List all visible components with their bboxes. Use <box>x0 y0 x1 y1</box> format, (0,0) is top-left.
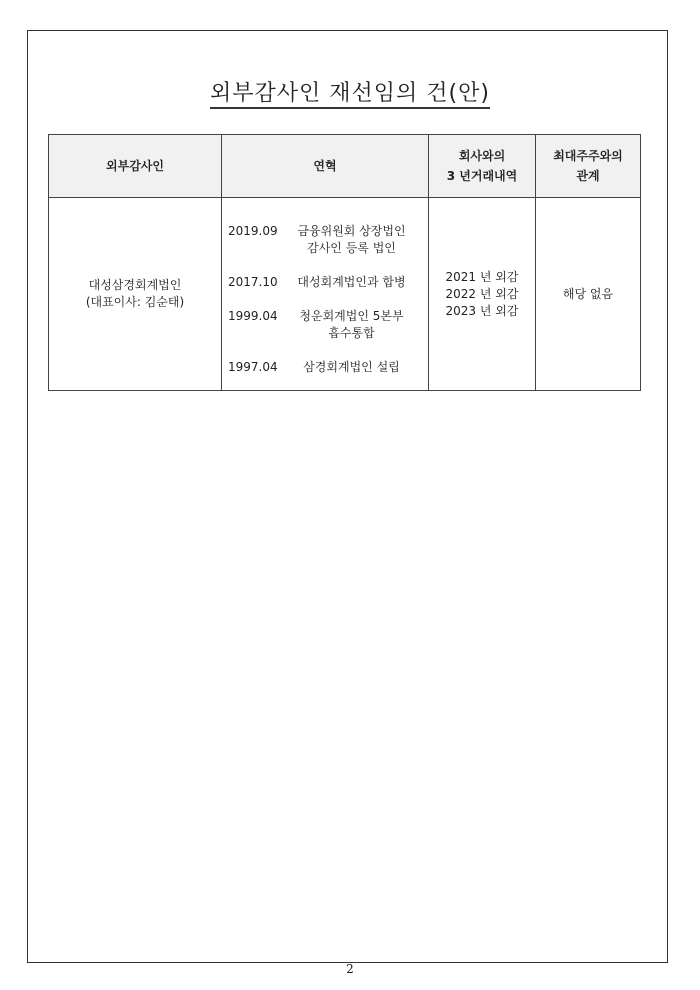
history-date: 2019.09 <box>228 223 278 238</box>
auditor-ceo: (대표이사: 김순태) <box>85 295 185 309</box>
document-title <box>0 76 700 107</box>
history-cell <box>222 198 429 391</box>
header-auditor: 외부감사인 <box>49 135 222 198</box>
header-deals <box>429 135 536 198</box>
deal-year: 2023 년 외감 <box>445 303 519 318</box>
deal-year: 2021 년 외감 <box>445 269 519 284</box>
history-text: 삼경회계법인 설립 <box>303 359 400 374</box>
header-relation-line1: 최대주주와의 <box>553 149 623 163</box>
deals-cell <box>429 198 536 391</box>
table-header-row <box>49 135 641 198</box>
history-text: 대성회계법인과 합병 <box>297 274 406 289</box>
history-date: 2017.10 <box>228 274 278 289</box>
document-title-text: 외부감사인 재선임의 건(안) <box>210 81 490 109</box>
auditor-name: 대성삼경회계법인 <box>88 278 182 292</box>
auditor-table <box>48 134 641 391</box>
history-text: 금융위원회 상장법인 <box>297 223 406 238</box>
header-deals-line2: 3 년거래내역 <box>446 169 518 183</box>
header-history: 연혁 <box>222 135 429 198</box>
history-entry <box>228 359 428 376</box>
header-relation-line2: 관계 <box>576 169 600 183</box>
page-number: 2 <box>346 962 354 976</box>
history-date: 1997.04 <box>228 359 278 374</box>
table-row <box>49 198 641 391</box>
history-entry <box>228 274 428 291</box>
auditor-cell <box>49 198 222 391</box>
history-entry <box>228 223 428 257</box>
header-deals-line1: 회사와의 <box>458 149 506 163</box>
header-relation <box>536 135 641 198</box>
history-date: 1999.04 <box>228 308 278 323</box>
deal-year: 2022 년 외감 <box>445 286 519 301</box>
relation-cell: 해당 없음 <box>536 198 641 391</box>
history-text-cont: 흡수통합 <box>328 325 375 340</box>
history-text-cont: 감사인 등록 법인 <box>307 240 396 255</box>
history-entry <box>228 308 428 342</box>
history-text: 청운회계법인 5본부 <box>299 308 404 323</box>
